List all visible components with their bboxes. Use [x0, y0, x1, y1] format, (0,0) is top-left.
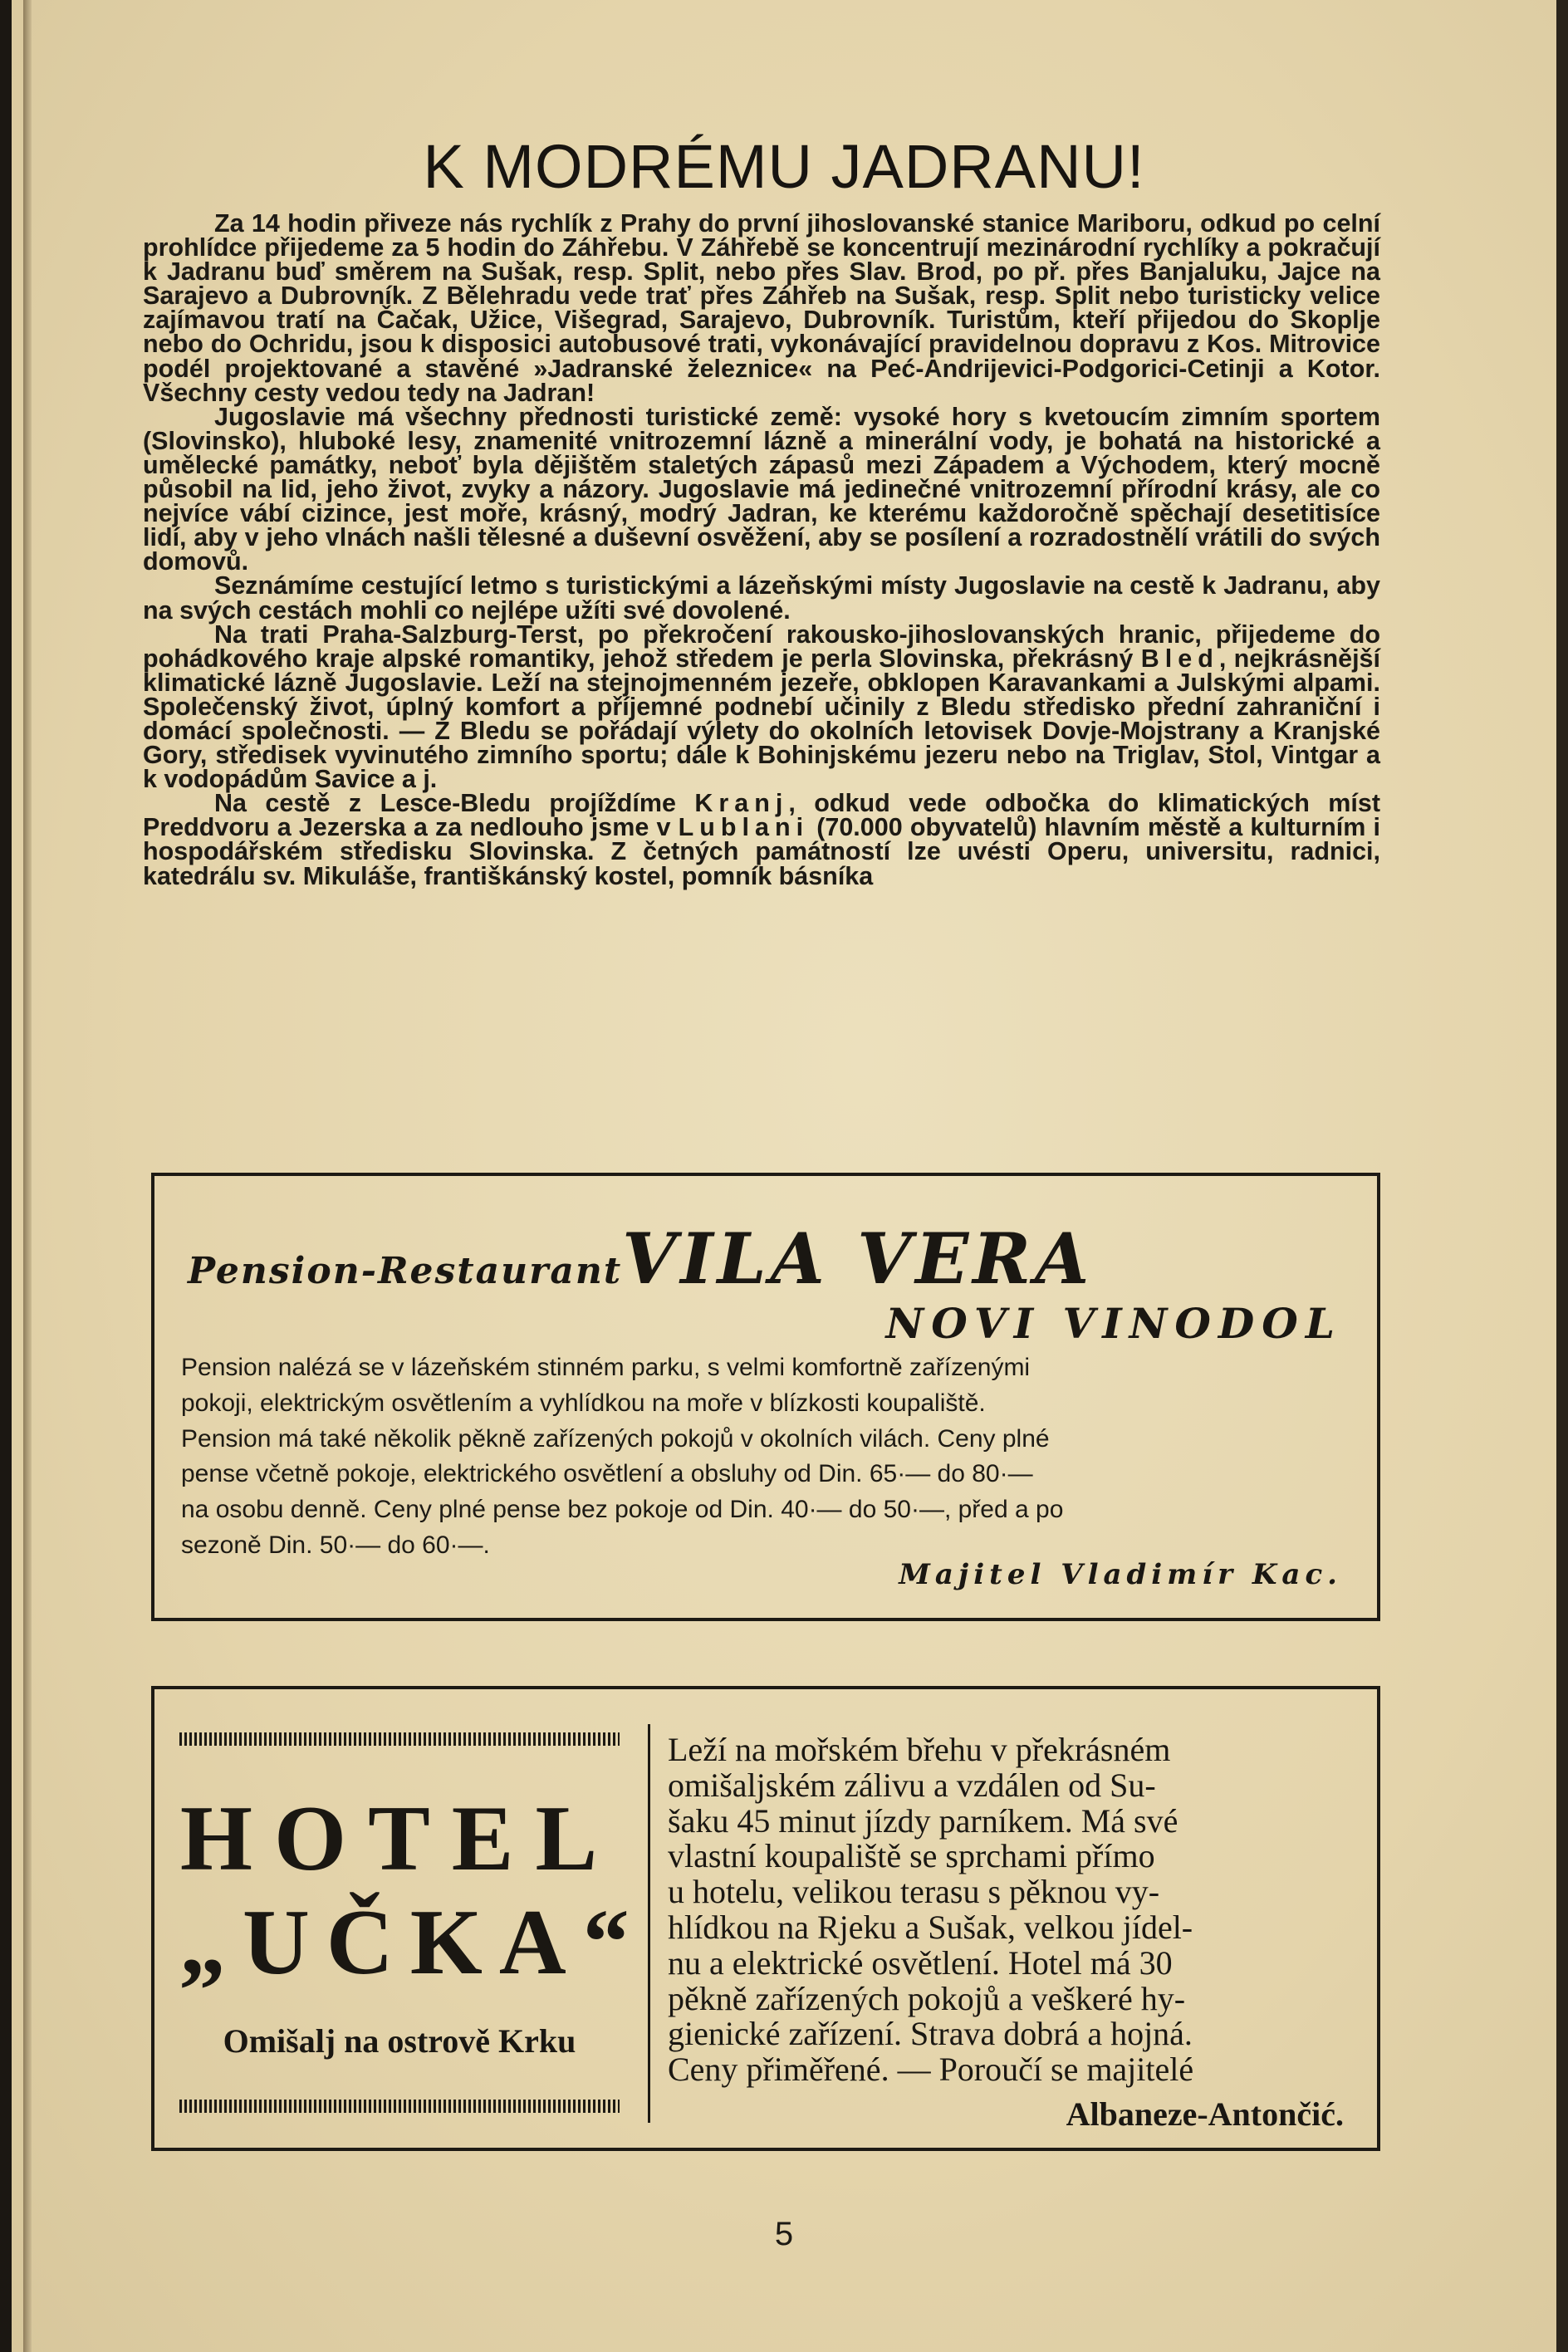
ad-line: Pension nalézá se v lázeňském stinném parku, s velmi komfortně zařízenými	[181, 1354, 1031, 1381]
ad-owner: Majitel Vladimír Kac.	[899, 1558, 1342, 1591]
paragraph: Seznámíme cestující letmo s turistickými a lázeňskými místy Jugoslavie na cestě k Jadranu, aby na svých cestách mohli co nejlépe užíti své dovolené.	[143, 571, 1380, 625]
ad-heading	[188, 1218, 1350, 1300]
advertisement-vila-vera	[151, 1173, 1380, 1621]
decorative-rule	[179, 2100, 620, 2113]
page-edge	[1556, 0, 1568, 2352]
ad-line: omišaljském zálivu a vzdálen od Su-	[668, 1766, 1156, 1804]
ad-line: hlídkou na Rjeku a Sušak, velkou jídel-	[668, 1908, 1193, 1946]
ad-hotel-place: Omišalj na ostrově Krku	[223, 2022, 576, 2060]
article-body	[143, 209, 1380, 890]
ad-hotel-name: „UČKA“	[179, 1891, 646, 1994]
paragraph	[143, 791, 1380, 888]
ad-owner: Albaneze-Antončić.	[1066, 2095, 1344, 2133]
text-run: Na trati Praha-Salzburg-Terst, po překročení rakousko-jihoslovanských hranic, přijedeme do pohádkového kraje alpské romantiky, jehož středem je perla Slovinska, překrásný	[143, 620, 1380, 673]
ad-line: vlastní koupaliště se sprchami přímo	[668, 1837, 1155, 1875]
ad-location: NOVI VINODOL	[885, 1299, 1342, 1348]
paragraph	[143, 620, 1380, 794]
ad-line: Pension má také několik pěkně zařízených pokojů v okolních vilách. Ceny plné	[181, 1424, 1050, 1453]
spaced-place-name: Kranj	[694, 789, 789, 818]
spaced-place-name: Bled	[1140, 644, 1219, 673]
ad-divider	[648, 1724, 650, 2123]
ad-line: na osobu denně. Ceny plné pense bez pokoje od Din. 40·— do 50·—, před a po	[181, 1496, 1064, 1524]
binding-gutter	[23, 0, 32, 2352]
ad-line: pense včetně pokoje, elektrického osvětlení a obsluhy od Din. 65·— do 80·—	[181, 1460, 1033, 1488]
text-run: , odkud vede odbočka do klimatických míst Preddvoru a Jezerska a za nedlouho jsme v	[143, 789, 1380, 842]
ad-line: Ceny přiměřené. — Poroučí se majitelé	[668, 2051, 1194, 2089]
advertisement-hotel-ucka	[151, 1686, 1380, 2151]
ad-line: u hotelu, velikou terasu s pěknou vy-	[668, 1873, 1160, 1911]
page-number: 5	[774, 2216, 794, 2252]
spaced-place-name: Lublani	[678, 813, 810, 842]
ad-description	[181, 1350, 1327, 1564]
ad-line: pěkně zařízených pokojů a veškeré hy-	[668, 1979, 1186, 2017]
ad-business-name: VILA VERA	[622, 1218, 1094, 1300]
ad-line: Leží na mořském břehu v překrásném	[668, 1731, 1171, 1768]
ad-prefix: Pension-Restaurant	[188, 1250, 623, 1292]
paragraph: Za 14 hodin přiveze nás rychlík z Prahy do první jihoslovanské stanice Mariboru, odkud po celní prohlídce přijedeme za 5 hodin do Záhřebu. V Záhřebě se koncentrují mezinárodní rychlíky a pokračují k Jadranu buď směrem na Sušak, resp. Split, nebo přes Slav. Brod, po př. přes Banjaluku, Jajce na Sarajevo a Dubrovník. Z Bělehradu vede trať přes Záhřeb na Sušak, resp. Split nebo turisticky velice zajímavou tratí na Čačak, Užice, Višegrad, Sarajevo, Dubrovník. Turistům, kteří přijedou do Skoplje nebo do Ochridu, jsou k disposici autobusové trati, vykonávající pravidelnou dopravu z Kos. Mitrovice podél projektované a stavěné »Jadranské železnice« na Peć-Andrijevici-Podgorici-Cetinji a Kotor. Všechny cesty vedou tedy na Jadran!	[143, 209, 1380, 407]
ad-description	[668, 1732, 1357, 2088]
paragraph: Jugoslavie má všechny přednosti turistické země: vysoké hory s kvetoucím zimním sportem (Slovinsko), hluboké lesy, znamenité vnitrozemní lázně a minerální vody, je bohatá na historické a umělecké památky, neboť byla dějištěm staletých zápasů mezi Západem a Východem, který mocně působil na lid, jeho život, zvyky a názory. Jugoslavie má jedinečné vnitrozemní přírodní krásy, ale co nejvíce vábí cizince, jest moře, krásný, modrý Jadran, ke kterému každoročně spěchají desetitisíce lidí, aby v jeho vlnách našli tělesné a duševní osvěžení, aby se posílení a rozradostnělí vrátili do svých domovů.	[143, 402, 1380, 576]
ad-line: pokoji, elektrickým osvětlením a vyhlídkou na moře v blízkosti koupaliště.	[181, 1389, 986, 1417]
ad-line: nu a elektrické osvětlení. Hotel má 30	[668, 1943, 1173, 1982]
ad-hotel-word: HOTEL	[179, 1787, 620, 1890]
text-run: (70.000 obyvatelů) hlavním městě a kulturním i hospodářském středisku Slovinska. Z četných památností lze uvésti Operu, universitu, radnici, katedrálu sv. Mikuláše, františkánský kostel, pomník básníka	[143, 813, 1380, 890]
article-title: K MODRÉMU JADRANU!	[423, 132, 1145, 201]
ad-line: šaku 45 minut jízdy parníkem. Má své	[668, 1801, 1178, 1840]
ad-line: gienické zařízení. Strava dobrá a hojná.	[668, 2015, 1193, 2053]
text-run: Na cestě z Lesce-Bledu projíždíme	[214, 789, 695, 818]
decorative-rule	[179, 1732, 620, 1746]
text-run: , nejkrásnější klimatické lázně Jugoslavie. Leží na stejnojmenném jezeře, obklopen Karavankami a Julskými alpami. Společenský život, úplný komfort a příjemné podnebí učinily z Bledu středisko přední zahraniční i domácí společnosti. — Z Bledu se pořádají výlety do okolních letovisek Dovje-Mojstrany a Kranjské Gory, středisek vyvinutého zimního sportu; dále k Bohinjskému jezeru nebo na Triglav, Stol, Vintgar a k vodopádům Savice a j.	[143, 644, 1380, 794]
ad-line: sezoně Din. 50·— do 60·—.	[181, 1531, 490, 1559]
